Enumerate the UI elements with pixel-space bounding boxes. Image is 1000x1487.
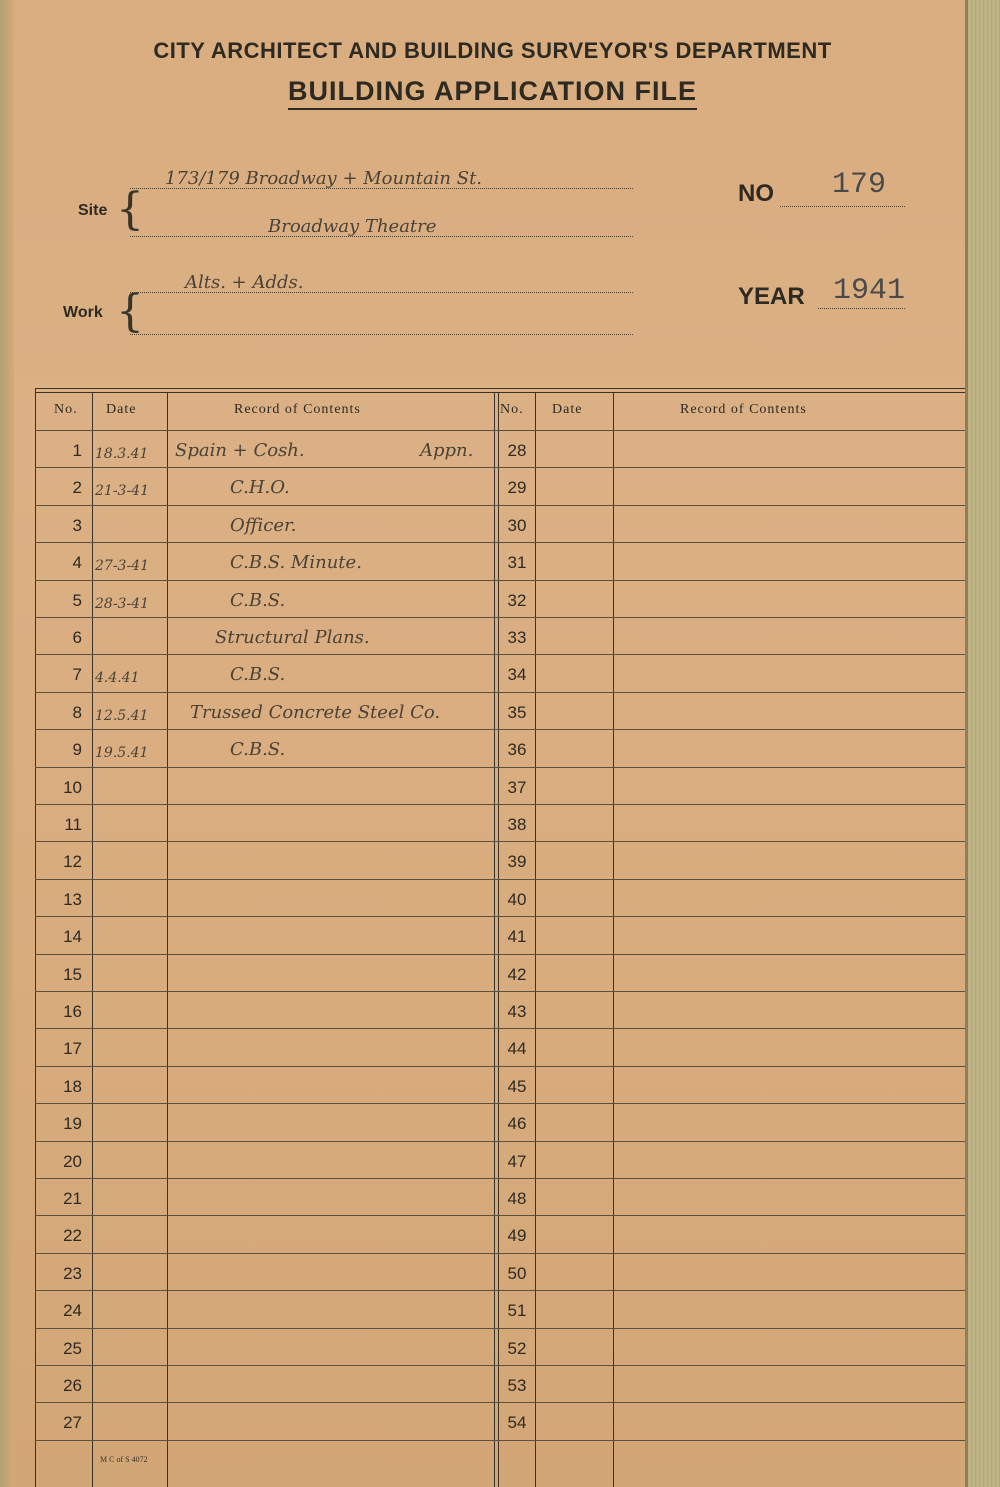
row-number: 24 (63, 1301, 82, 1321)
table-row-rule (35, 729, 965, 730)
row-number-right: 35 (507, 702, 527, 722)
table-row-rule (35, 617, 965, 618)
row-number: 22 (63, 1226, 82, 1246)
row-number-right: 37 (507, 777, 527, 797)
row-number-right: 29 (507, 478, 527, 498)
row-number: 10 (63, 777, 82, 797)
header-no-right: No. (500, 402, 524, 417)
header-date-left: Date (106, 402, 137, 417)
file-number-line (780, 206, 905, 207)
row-number-right: 28 (507, 441, 527, 460)
table-row-rule (35, 1215, 965, 1216)
col-divider-no (92, 392, 93, 1487)
row-number: 20 (63, 1151, 82, 1171)
file-title (0, 76, 985, 107)
row-number: 4 (72, 553, 82, 573)
table-top-rule (35, 388, 965, 389)
site-value-1: 173/179 Broadway + Mountain St. (165, 168, 483, 189)
row-record: Spain + Cosh. (175, 440, 305, 461)
col-divider-middle-2 (498, 392, 499, 1487)
row-number: 7 (72, 665, 82, 685)
row-number: 15 (63, 964, 82, 984)
row-number: 9 (72, 740, 82, 760)
row-record: C.B.S. (230, 589, 286, 611)
row-number-right: 38 (507, 815, 527, 834)
row-number-right: 48 (507, 1189, 527, 1208)
table-row-rule (35, 954, 965, 955)
header-record-left: Record of Contents (234, 402, 361, 417)
table-row-rule (35, 654, 965, 655)
year-value: 1941 (833, 274, 906, 308)
row-number-right: 43 (507, 1002, 527, 1021)
row-number: 18 (63, 1076, 82, 1096)
row-record: C.H.O. (230, 477, 290, 499)
row-number-right: 40 (507, 889, 527, 909)
row-number: 6 (72, 628, 82, 647)
row-date: 18.3.41 (95, 446, 149, 462)
work-line-2 (130, 334, 633, 335)
row-number: 17 (63, 1039, 82, 1059)
table-top-rule-2 (35, 392, 965, 393)
row-number: 1 (72, 441, 82, 460)
table-row-rule (35, 841, 965, 842)
site-label: Site (78, 202, 108, 219)
row-number: 21 (63, 1189, 82, 1208)
table-row-rule (35, 467, 965, 468)
table-row-rule (35, 1365, 965, 1366)
site-brace: { (116, 184, 144, 235)
row-number-right: 44 (507, 1039, 527, 1059)
table-row-rule (35, 1066, 965, 1067)
table-row-rule (35, 916, 965, 917)
row-date: 28-3-41 (95, 595, 149, 612)
row-number-right: 51 (507, 1301, 527, 1321)
table-row-rule (35, 1440, 965, 1441)
table-row-rule (35, 804, 965, 805)
col-divider-left (35, 388, 36, 1487)
row-number: 14 (63, 927, 82, 947)
row-number-right: 52 (507, 1338, 527, 1358)
work-value: Alts. + Adds. (185, 272, 304, 293)
row-date: 27-3-41 (95, 558, 149, 575)
year-label: YEAR (738, 283, 805, 310)
row-record: Structural Plans. (215, 627, 370, 648)
row-record: Trussed Concrete Steel Co. (190, 701, 441, 723)
header-record-right: Record of Contents (680, 402, 807, 417)
row-record: C.B.S. (230, 739, 286, 761)
department-heading: CITY ARCHITECT AND BUILDING SURVEYOR'S DEPARTMENT (153, 38, 832, 63)
row-note: Appn. (420, 440, 474, 461)
row-date: 19.5.41 (95, 745, 149, 762)
row-number: 11 (64, 815, 82, 834)
row-number-right: 30 (507, 515, 527, 535)
row-number-right: 54 (507, 1413, 527, 1433)
row-number: 3 (72, 515, 82, 535)
table-row-rule (35, 430, 965, 431)
row-number-right: 33 (507, 628, 527, 647)
table-row-rule (35, 879, 965, 880)
table-row-rule (35, 1103, 965, 1104)
row-number-right: 50 (507, 1263, 527, 1283)
year-line (818, 308, 905, 309)
header-no-left: No. (54, 402, 78, 417)
row-number-right: 53 (507, 1376, 527, 1395)
row-number-right: 32 (507, 590, 527, 610)
col-divider-no-right (535, 392, 536, 1487)
table-row-rule (35, 767, 965, 768)
row-number: 8 (72, 702, 82, 722)
row-number-right: 46 (507, 1114, 527, 1134)
table-row-rule (35, 1028, 965, 1029)
row-number: 19 (63, 1114, 82, 1134)
table-row-rule (35, 692, 965, 693)
row-number: 25 (63, 1338, 82, 1358)
page-left-edge (0, 0, 14, 1487)
row-number-right: 36 (507, 740, 527, 760)
row-number-right: 41 (507, 927, 527, 947)
row-number: 13 (63, 889, 82, 909)
form-code: M C of S 4072 (100, 1455, 148, 1464)
row-date: 12.5.41 (95, 707, 149, 724)
row-number-right: 42 (507, 964, 527, 984)
col-divider-date (167, 392, 168, 1487)
row-record: C.B.S. Minute. (230, 552, 362, 574)
row-date: 21-3-41 (95, 483, 149, 500)
work-brace: { (116, 286, 144, 337)
col-divider-date-right (613, 392, 614, 1487)
file-number-value: 179 (832, 168, 887, 202)
table-row-rule (35, 1290, 965, 1291)
row-number-right: 34 (507, 665, 527, 685)
table-row-rule (35, 580, 965, 581)
table-row-rule (35, 542, 965, 543)
file-number-label: NO (738, 180, 774, 207)
row-number: 23 (63, 1263, 82, 1283)
row-number: 12 (63, 852, 82, 872)
table-row-rule (35, 1253, 965, 1254)
table-row-rule (35, 991, 965, 992)
table-row-rule (35, 1178, 965, 1179)
table-row-rule (35, 505, 965, 506)
site-value-2: Broadway Theatre (268, 216, 437, 237)
row-number: 26 (63, 1376, 82, 1395)
row-number: 27 (63, 1413, 82, 1433)
work-label: Work (63, 304, 103, 321)
row-number-right: 47 (507, 1151, 527, 1171)
row-number-right: 39 (507, 852, 527, 872)
cloth-binding (965, 0, 1000, 1487)
row-number-right: 31 (507, 553, 527, 573)
col-divider-middle (494, 392, 495, 1487)
table-row-rule (35, 1141, 965, 1142)
row-record: C.B.S. (230, 664, 286, 686)
file-title-text: BUILDING APPLICATION FILE (288, 76, 697, 110)
row-record: Officer. (230, 514, 297, 536)
row-number: 2 (72, 478, 82, 498)
row-number-right: 45 (507, 1076, 527, 1096)
row-number: 5 (72, 590, 82, 610)
table-row-rule (35, 1328, 965, 1329)
table-row-rule (35, 1402, 965, 1403)
row-number-right: 49 (507, 1226, 527, 1246)
row-date: 4.4.41 (95, 670, 140, 687)
header-date-right: Date (552, 402, 583, 417)
row-number: 16 (63, 1002, 82, 1021)
